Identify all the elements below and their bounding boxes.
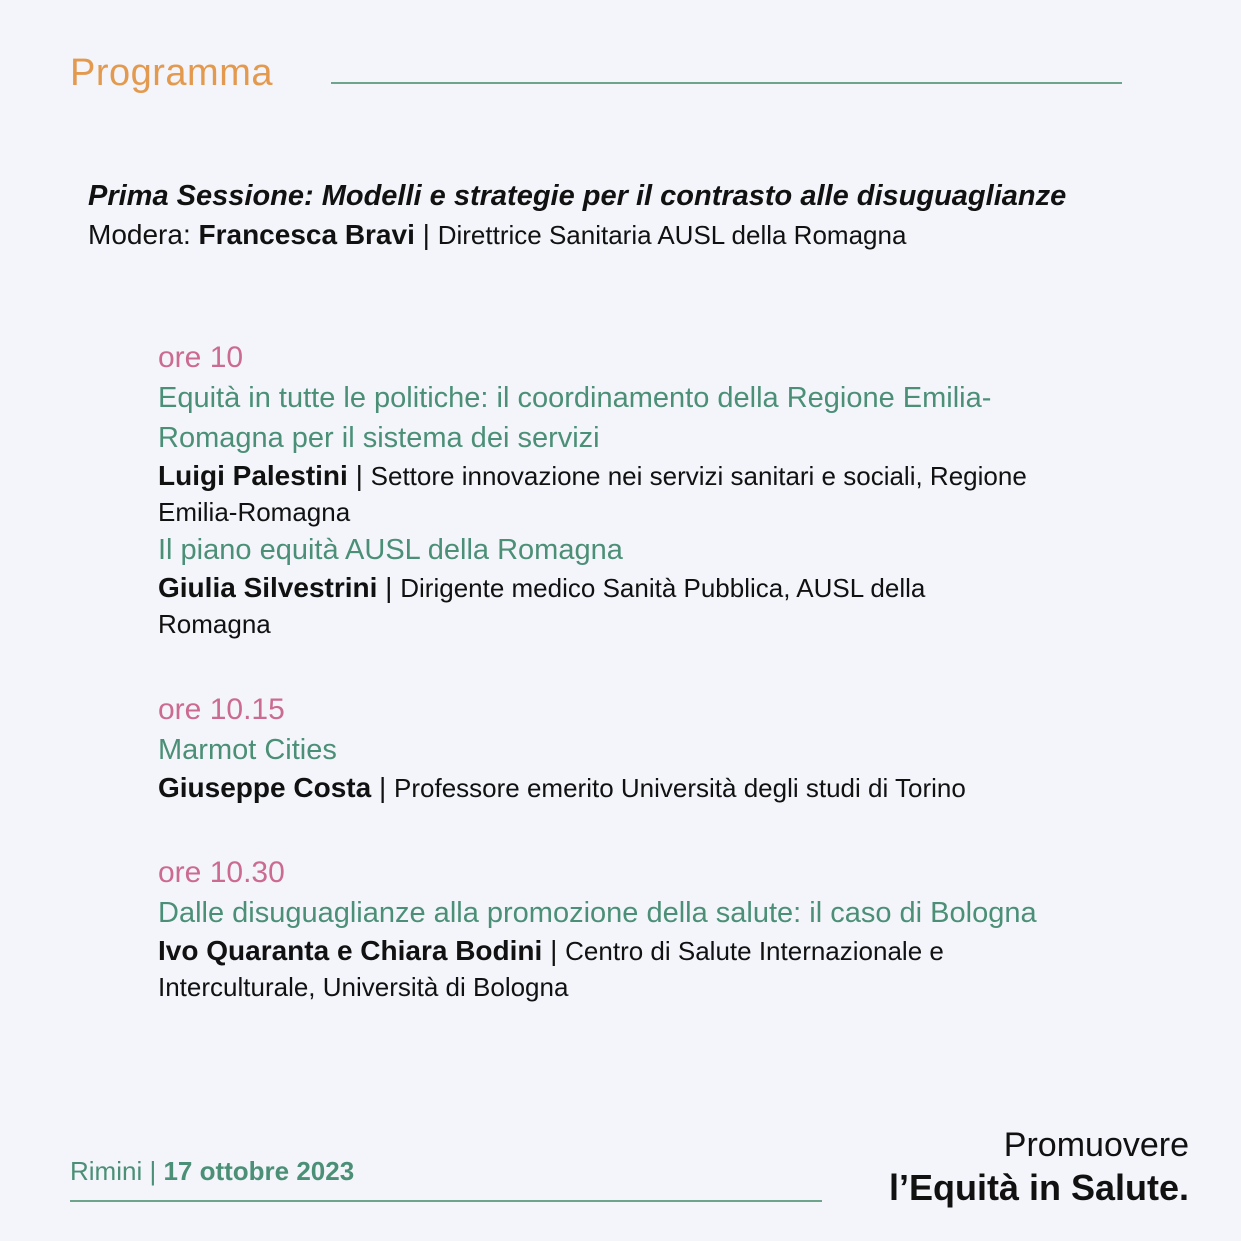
speaker-separator: | xyxy=(377,572,401,603)
speaker-role: Professore emerito Università degli studi di Torino xyxy=(394,773,966,803)
time-slot: ore 10.30 xyxy=(158,856,285,889)
speaker-role: Settore innovazione nei servizi sanitari e sociali, Regione Emilia-Romagna xyxy=(158,461,1027,527)
speaker-separator: | xyxy=(542,935,566,966)
brand-line-2: l’Equità in Salute. xyxy=(888,1167,1189,1208)
header-divider xyxy=(331,82,1122,84)
moderator-line xyxy=(88,216,1088,254)
event-footer xyxy=(70,1156,822,1206)
speaker-separator: | xyxy=(347,460,371,491)
speaker-line xyxy=(158,933,1088,1005)
speaker-name: Ivo Quaranta e Chiara Bodini xyxy=(158,935,543,966)
footer-separator: | xyxy=(142,1156,164,1186)
speaker-name: Giuseppe Costa xyxy=(158,772,372,803)
speaker-line xyxy=(158,458,1058,530)
event-date: 17 ottobre 2023 xyxy=(163,1156,355,1186)
moderator-name: Francesca Bravi xyxy=(198,219,415,250)
schedule-block xyxy=(158,690,1118,806)
talk-title: Marmot Cities xyxy=(158,734,337,766)
speaker-name: Giulia Silvestrini xyxy=(158,572,378,603)
time-slot: ore 10 xyxy=(158,341,244,374)
speaker-line xyxy=(158,570,998,642)
schedule-block xyxy=(158,853,1118,1005)
schedule-block xyxy=(158,338,1118,642)
talk-title: Il piano equità AUSL della Romagna xyxy=(158,534,623,566)
moderator-label: Modera: xyxy=(88,219,191,250)
speaker-role: Dirigente medico Sanità Pubblica, AUSL della Romagna xyxy=(158,573,926,639)
speaker-name: Luigi Palestini xyxy=(158,460,348,491)
talk-title: Dalle disuguaglianze alla promozione della salute: il caso di Bologna xyxy=(158,897,1037,929)
session-title: Prima Sessione: Modelli e strategie per il contrasto alle disuguaglianze xyxy=(88,180,1067,212)
talk-title: Equità in tutte le politiche: il coordinamento della Regione Emilia-Romagna per il sistema dei servizi xyxy=(158,382,992,454)
brand-line-1: Promuovere xyxy=(1003,1126,1189,1164)
page-title: Programma xyxy=(70,52,273,94)
page-header xyxy=(70,52,1122,102)
speaker-line xyxy=(158,770,1138,806)
moderator-separator: | xyxy=(414,219,438,250)
time-slot: ore 10.15 xyxy=(158,693,285,726)
speaker-separator: | xyxy=(371,772,395,803)
moderator-role: Direttrice Sanitaria AUSL della Romagna xyxy=(437,220,907,250)
session-intro xyxy=(88,176,1088,254)
brand-logo xyxy=(889,1124,1189,1210)
event-city: Rimini xyxy=(70,1156,143,1186)
speaker-role: Centro di Salute Internazionale e Interculturale, Università di Bologna xyxy=(158,936,944,1002)
footer-divider xyxy=(70,1200,822,1202)
